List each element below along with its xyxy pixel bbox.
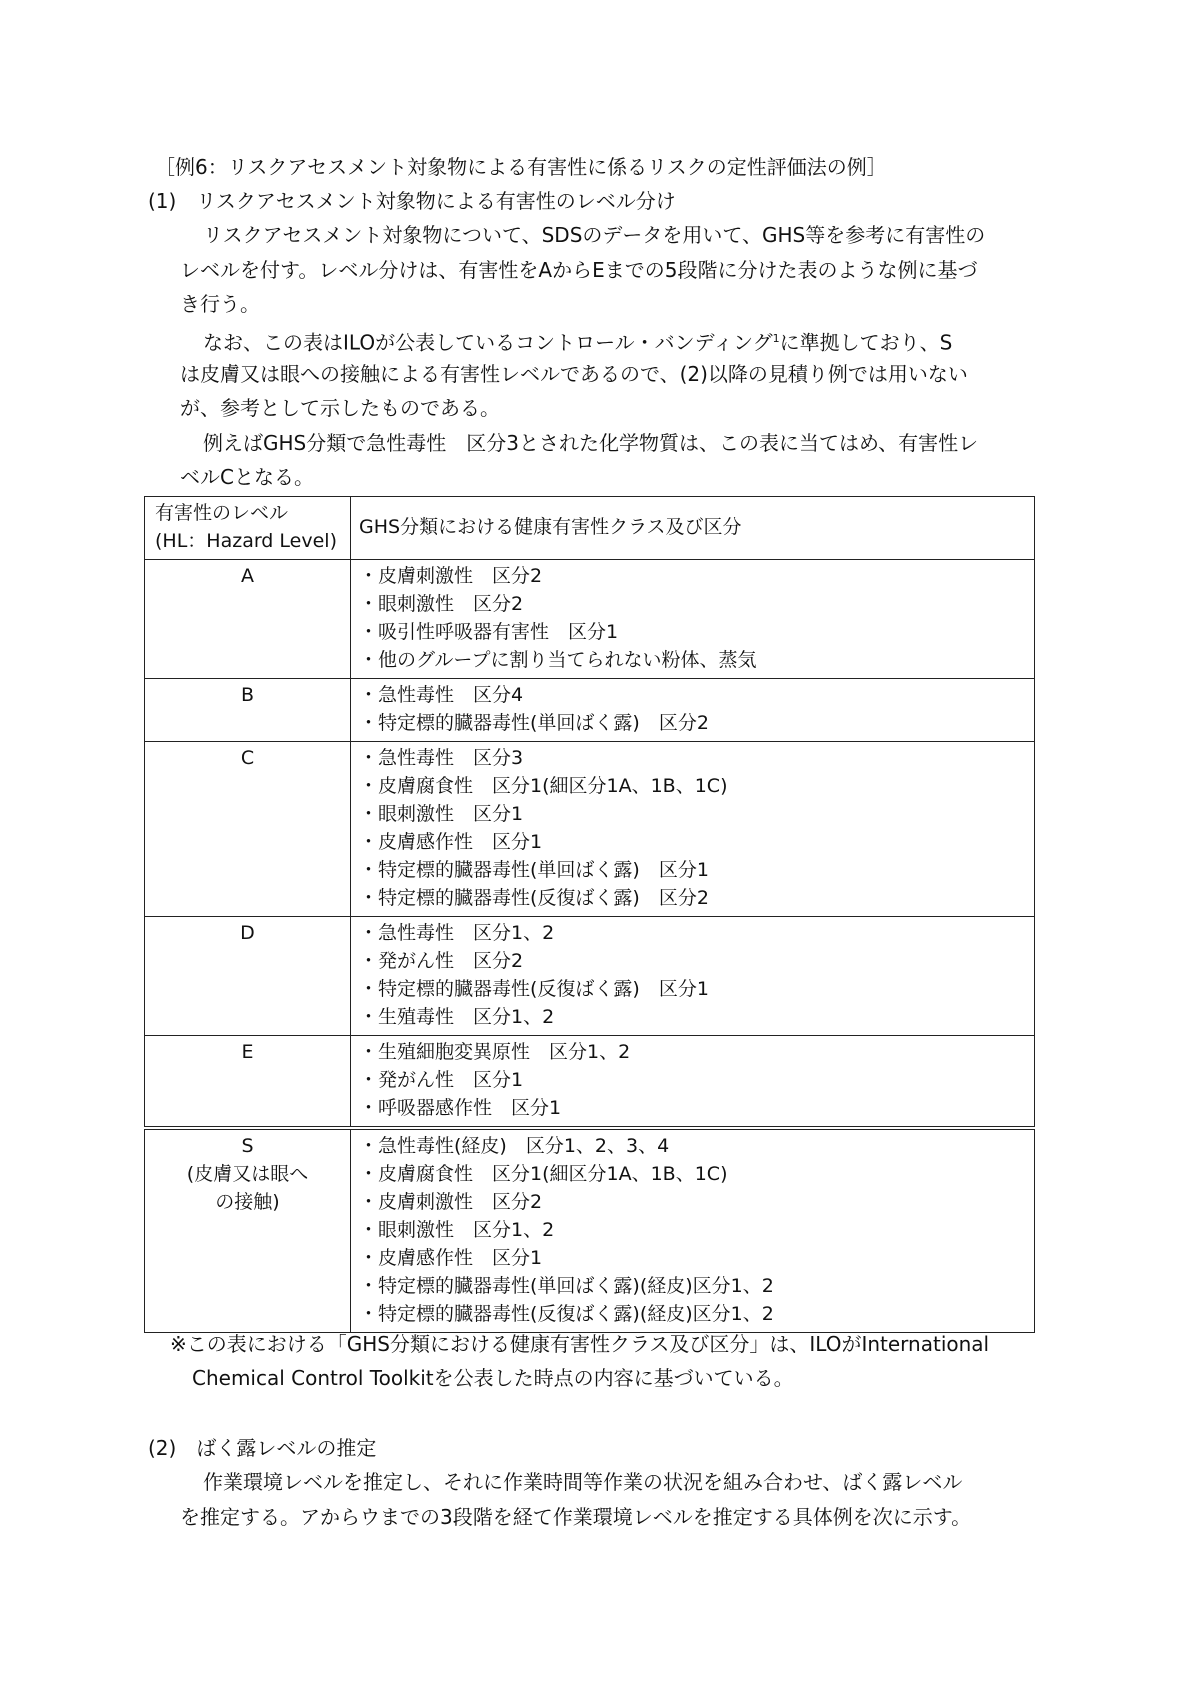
ghs-class-cell	[351, 917, 1035, 1036]
ghs-class-item: ・特定標的臓器毒性(反復ばく露)(経皮)区分1、2	[359, 1303, 774, 1325]
ghs-class-item: ・特定標的臓器毒性(単回ばく露) 区分2	[359, 712, 709, 734]
paragraph-line: 作業環境レベルを推定し、それに作業時間等作業の状況を組み合わせ、ばく露レベル	[203, 1470, 963, 1494]
paragraph-line: き行う。	[180, 292, 260, 316]
ghs-class-cell	[351, 679, 1035, 742]
table-note: ※この表における「GHS分類における健康有害性クラス及び区分」は、ILOがInternational	[170, 1332, 990, 1356]
ghs-class-item: ・眼刺激性 区分1	[359, 803, 524, 825]
hazard-level-cell	[145, 560, 351, 679]
ghs-class-item: ・皮膚感作性 区分1	[359, 831, 543, 853]
hazard-level-label: A	[241, 565, 254, 587]
hazard-level-cell	[145, 679, 351, 742]
table-row	[145, 1036, 1035, 1129]
paragraph-line	[203, 325, 952, 357]
table-header-row	[145, 497, 1035, 560]
hazard-level-table	[144, 496, 1035, 1333]
paragraph-line: が、参考として示したものである。	[180, 396, 500, 420]
table-row	[145, 917, 1035, 1036]
hazard-level-label: (皮膚又は眼へ	[186, 1163, 309, 1185]
ghs-class-item: ・他のグループに割り当てられない粉体、蒸気	[359, 649, 757, 671]
text: なお、この表はILOが公表しているコントロール・バンディング	[203, 330, 773, 355]
hazard-level-label: C	[240, 747, 255, 769]
ghs-class-item: ・眼刺激性 区分1、2	[359, 1219, 555, 1241]
hazard-level-label: D	[240, 922, 255, 944]
ghs-class-cell	[351, 1036, 1035, 1129]
ghs-class-item: ・皮膚刺激性 区分2	[359, 565, 543, 587]
table-row	[145, 560, 1035, 679]
ghs-class-item: ・急性毒性 区分3	[359, 747, 524, 769]
ghs-class-item: ・特定標的臓器毒性(単回ばく露)(経皮)区分1、2	[359, 1275, 774, 1297]
table-row	[145, 679, 1035, 742]
hazard-level-cell	[145, 1128, 351, 1333]
ghs-class-item: ・皮膚腐食性 区分1(細区分1A、1B、1C)	[359, 775, 728, 797]
paragraph-line: リスクアセスメント対象物について、SDSのデータを用いて、GHS等を参考に有害性の	[203, 223, 986, 247]
ghs-class-item: ・生殖毒性 区分1、2	[359, 1006, 555, 1028]
header-ghs-class: GHS分類における健康有害性クラス及び区分	[351, 497, 1035, 560]
paragraph-line: を推定する。アからウまでの3段階を経て作業環境レベルを推定する具体例を次に示す。	[180, 1505, 972, 1529]
ghs-class-item: ・発がん性 区分1	[359, 1069, 524, 1091]
paragraph-line: は皮膚又は眼への接触による有害性レベルであるので、(2)以降の見積り例では用いない	[180, 362, 968, 386]
ghs-class-item: ・急性毒性(経皮) 区分1、2、3、4	[359, 1135, 670, 1157]
ghs-class-cell	[351, 560, 1035, 679]
paragraph-line: ベルCとなる。	[180, 465, 314, 489]
ghs-class-item: ・特定標的臓器毒性(反復ばく露) 区分2	[359, 887, 709, 909]
text: に準拠しており、S	[779, 330, 953, 355]
ghs-class-item: ・皮膚感作性 区分1	[359, 1247, 543, 1269]
hazard-level-label: B	[240, 684, 255, 706]
section-2-title: (2) ばく露レベルの推定	[148, 1436, 377, 1460]
table-row	[145, 742, 1035, 917]
ghs-class-item: ・皮膚腐食性 区分1(細区分1A、1B、1C)	[359, 1163, 728, 1185]
ghs-class-item: ・呼吸器感作性 区分1	[359, 1097, 562, 1119]
paragraph-line: レベルを付す。レベル分けは、有害性をAからEまでの5段階に分けた表のような例に基づ	[180, 258, 978, 282]
ghs-class-item: ・吸引性呼吸器有害性 区分1	[359, 621, 619, 643]
footnote-marker: 1	[772, 332, 780, 345]
ghs-class-cell	[351, 742, 1035, 917]
hazard-level-label: E	[241, 1041, 254, 1063]
hazard-level-label: の接触)	[215, 1191, 280, 1213]
ghs-class-item: ・皮膚刺激性 区分2	[359, 1191, 543, 1213]
header-text: (HL：Hazard Level)	[155, 530, 337, 552]
hazard-level-cell	[145, 1036, 351, 1129]
header-hazard-level	[145, 497, 351, 560]
ghs-class-item: ・特定標的臓器毒性(単回ばく露) 区分1	[359, 859, 709, 881]
ghs-class-item: ・生殖細胞変異原性 区分1、2	[359, 1041, 631, 1063]
ghs-class-item: ・特定標的臓器毒性(反復ばく露) 区分1	[359, 978, 709, 1000]
hazard-level-cell	[145, 917, 351, 1036]
header-text: 有害性のレベル	[155, 502, 289, 524]
ghs-class-item: ・急性毒性 区分1、2	[359, 922, 555, 944]
example-heading: ［例6：リスクアセスメント対象物による有害性に係るリスクの定性評価法の例］	[155, 155, 887, 179]
hazard-level-cell	[145, 742, 351, 917]
table-row	[145, 1128, 1035, 1333]
ghs-class-item: ・発がん性 区分2	[359, 950, 524, 972]
hazard-level-label: S	[241, 1135, 254, 1157]
ghs-class-cell	[351, 1128, 1035, 1333]
ghs-class-item: ・急性毒性 区分4	[359, 684, 524, 706]
table-note: Chemical Control Toolkitを公表した時点の内容に基づいている。	[192, 1366, 794, 1390]
section-1-title: (1) リスクアセスメント対象物による有害性のレベル分け	[148, 189, 676, 213]
ghs-class-item: ・眼刺激性 区分2	[359, 593, 524, 615]
paragraph-line: 例えばGHS分類で急性毒性 区分3とされた化学物質は、この表に当てはめ、有害性レ	[203, 431, 979, 455]
